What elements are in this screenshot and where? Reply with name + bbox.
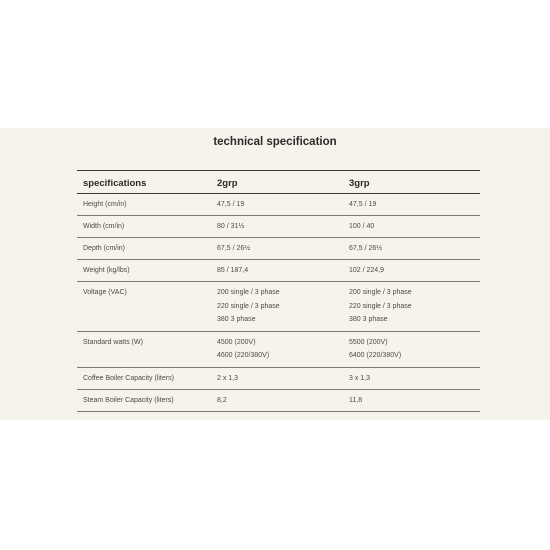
spec-label-text: Weight (kg/lbs) (83, 267, 130, 274)
spec-label-text: Standard watts (W) (83, 338, 143, 346)
spec-label (77, 238, 211, 260)
spec-value-grp3 (343, 331, 480, 367)
spec-value-grp3 (343, 194, 480, 216)
spec-value-line: 47,5 / 19 (349, 201, 377, 208)
spec-label-text: Width (cm/in) (83, 223, 125, 230)
header-specifications: specifications (77, 171, 211, 194)
spec-value-grp2 (211, 331, 343, 367)
spec-value-line: 4600 (220/380V) (217, 352, 270, 359)
spec-value-line: 100 / 40 (349, 223, 375, 230)
spec-value-grp3 (343, 216, 480, 238)
spec-table (77, 170, 480, 412)
spec-label-text: Depth (cm/in) (83, 245, 126, 252)
table-row (77, 282, 480, 332)
spec-value-line: 2 x 1,3 (217, 374, 239, 382)
spec-value-grp3 (343, 389, 480, 411)
table-row (77, 367, 480, 389)
spec-label-text: Steam Boiler Capacity (liters) (83, 396, 174, 404)
table-header-row (77, 171, 480, 194)
spec-value-line: 47,5 / 19 (217, 201, 245, 208)
table-row (77, 389, 480, 411)
spec-value-line: 85 / 187,4 (217, 267, 249, 274)
spec-label (77, 216, 211, 238)
spec-label (77, 282, 211, 332)
spec-value-line: 380 3 phase (349, 316, 388, 323)
spec-value-grp3 (343, 282, 480, 332)
spec-value-grp3 (343, 367, 480, 389)
spec-value-line: 102 / 224,9 (349, 267, 385, 274)
spec-value-grp3 (343, 260, 480, 282)
spec-label (77, 389, 211, 411)
spec-value-line: 11,8 (349, 396, 363, 404)
header-2grp: 2grp (211, 171, 343, 194)
spec-label-text: Coffee Boiler Capacity (liters) (83, 374, 174, 382)
spec-table-body (77, 194, 480, 412)
spec-label (77, 367, 211, 389)
spec-label (77, 194, 211, 216)
spec-value-line: 200 single / 3 phase (217, 289, 280, 296)
spec-value-line: 67,5 / 26½ (349, 245, 383, 252)
spec-value-grp2 (211, 367, 343, 389)
spec-label-text: Voltage (VAC) (83, 289, 127, 296)
spec-label-text: Height (cm/in) (83, 201, 127, 208)
spec-value-grp2 (211, 216, 343, 238)
spec-value-grp2 (211, 238, 343, 260)
spec-value-grp2 (211, 389, 343, 411)
spec-value-grp2 (211, 282, 343, 332)
spec-value-line: 80 / 31½ (217, 223, 245, 230)
spec-value-line: 6400 (220/380V) (349, 352, 402, 359)
spec-label (77, 260, 211, 282)
table-row (77, 331, 480, 367)
table-row (77, 194, 480, 216)
spec-value-line: 380 3 phase (217, 316, 256, 323)
spec-value-line: 220 single / 3 phase (217, 302, 280, 310)
spec-value-line: 200 single / 3 phase (349, 289, 412, 296)
spec-value-grp2 (211, 194, 343, 216)
table-row (77, 216, 480, 238)
table-row (77, 238, 480, 260)
spec-value-line: 4500 (200V) (217, 338, 256, 346)
spec-value-line: 8,2 (217, 396, 227, 404)
spec-label (77, 331, 211, 367)
header-3grp: 3grp (343, 171, 480, 194)
spec-value-grp3 (343, 238, 480, 260)
spec-value-line: 67,5 / 26½ (217, 245, 251, 252)
spec-value-line: 3 x 1,3 (349, 374, 371, 382)
spec-value-line: 220 single / 3 phase (349, 302, 412, 310)
spec-value-grp2 (211, 260, 343, 282)
page-title: technical specification (213, 136, 337, 148)
spec-value-line: 5500 (200V) (349, 338, 388, 346)
table-row (77, 260, 480, 282)
